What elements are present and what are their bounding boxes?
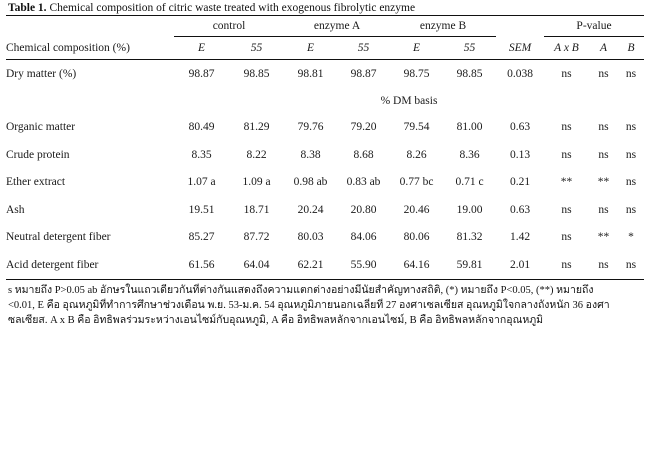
cell: 19.00 (456, 203, 483, 216)
subheader-enzymeb-55: 55 (463, 42, 476, 54)
cell: 1.42 (509, 231, 531, 244)
row-label-crude-protein: Crude protein (6, 148, 70, 161)
group-header-sem-blank (496, 16, 544, 37)
cell: 98.87 (188, 67, 215, 80)
dm-basis-row (6, 88, 644, 114)
table-row (6, 60, 644, 88)
subheader-a: A (599, 42, 608, 54)
cell: 20.24 (297, 203, 324, 216)
subheader-control-e: E (197, 42, 206, 54)
cell: ns (598, 121, 609, 134)
cell: 79.76 (297, 121, 324, 134)
cell: ns (625, 203, 637, 216)
cell: 80.49 (188, 121, 215, 134)
table-head (6, 16, 644, 60)
cell: 8.26 (406, 148, 427, 161)
cell: 64.16 (403, 258, 430, 271)
subheader-enzymea-55: 55 (357, 42, 370, 54)
group-header-pvalue: P-value (544, 16, 644, 37)
cell: 84.06 (350, 231, 377, 244)
cell: ns (625, 67, 637, 80)
cell: 0.98 ab (293, 176, 328, 189)
cell: 0.038 (507, 67, 533, 80)
cell: ns (625, 148, 637, 161)
dm-basis-label: % DM basis (380, 94, 438, 107)
cell: 1.07 a (187, 176, 216, 189)
cell: 8.68 (353, 148, 374, 161)
cell: ns (561, 67, 572, 80)
cell: ns (561, 203, 572, 216)
cell: 81.32 (456, 231, 483, 244)
subheader-sem: SEM (508, 41, 532, 54)
table-body (6, 60, 644, 280)
cell: ** (597, 176, 610, 189)
cell: 79.54 (403, 121, 430, 134)
cell: ns (598, 148, 609, 161)
cell: * (628, 231, 634, 244)
subheader-axb: A x B (554, 42, 579, 54)
table-caption-label: Table 1. (8, 2, 47, 14)
table-row (6, 114, 644, 142)
group-header-control: control (174, 16, 284, 37)
cell: ** (597, 231, 610, 244)
row-label-acid-detergent-fiber: Acid detergent fiber (6, 258, 99, 271)
cell: 98.85 (456, 67, 483, 80)
cell: 18.71 (243, 203, 270, 216)
subheader-enzymea-e: E (306, 42, 315, 54)
cell: 0.63 (509, 121, 531, 134)
footnote-line-2: <0.01, E คือ อุณหภูมิที่ทำการศึกษาช่วงเดือน พ.ย. 53-ม.ค. 54 อุณหภูมิภายนอกเฉลี่ยที่ 27 องศาเซลเซียส อุณหภูมิใจกลางถังหนัก 36 องศา (8, 299, 610, 311)
cell: 85.27 (188, 231, 215, 244)
group-header-enzyme-a: enzyme A (284, 16, 390, 37)
cell: 0.77 bc (399, 176, 434, 189)
row-header-label: Chemical composition (%) (6, 41, 130, 54)
cell: 98.81 (297, 67, 324, 80)
cell: 64.04 (243, 258, 270, 271)
table-caption (6, 0, 644, 15)
cell: 8.35 (191, 148, 212, 161)
cell: ns (598, 203, 609, 216)
cell: ns (561, 231, 572, 244)
cell: 20.80 (350, 203, 377, 216)
cell: ** (560, 176, 573, 189)
cell: 8.22 (246, 148, 267, 161)
cell: 59.81 (456, 258, 483, 271)
cell: 87.72 (243, 231, 270, 244)
cell: ns (561, 148, 572, 161)
cell: 80.03 (297, 231, 324, 244)
cell: 80.06 (403, 231, 430, 244)
footnote-line-1: s หมายถึง P>0.05 ab อักษรในแถวเดียวกันที่ต่างกันแสดงถึงความแตกต่างอย่างมีนัยสำคัญทางสถิติ, (*) หมายถึง P<0.05, (**) หมายถึง (8, 284, 594, 296)
cell: 79.20 (350, 121, 377, 134)
table-row (6, 251, 644, 279)
cell: ns (561, 258, 572, 271)
chemical-composition-table (6, 15, 644, 280)
subheader-b: B (627, 42, 635, 54)
cell: 81.29 (243, 121, 270, 134)
cell: 98.75 (403, 67, 430, 80)
cell: 0.63 (509, 203, 531, 216)
row-label-dry-matter: Dry matter (%) (6, 67, 77, 80)
cell: 98.85 (243, 67, 270, 80)
cell: ns (561, 121, 572, 134)
cell: 0.21 (509, 176, 531, 189)
cell: 0.83 ab (346, 176, 381, 189)
table-row (6, 224, 644, 252)
table-row (6, 196, 644, 224)
table-footnotes (6, 280, 644, 328)
subheader-control-55: 55 (250, 42, 263, 54)
cell: 0.71 c (455, 176, 484, 189)
row-label-ash: Ash (6, 203, 25, 216)
cell: 62.21 (297, 258, 324, 271)
cell: ns (598, 258, 609, 271)
cell: ns (625, 121, 637, 134)
cell: 0.13 (509, 148, 531, 161)
row-label-ether-extract: Ether extract (6, 176, 66, 189)
cell: 8.36 (459, 148, 480, 161)
cell: 19.51 (188, 203, 215, 216)
cell: 55.90 (350, 258, 377, 271)
table-row (6, 169, 644, 197)
footnote-line-3: ซลเซียส. A x B คือ อิทธิพลร่วมระหว่างเอนไซม์กับอุณหภูมิ, A คือ อิทธิพลหลักจากเอนไซม์, B คือ อิทธิพลหลักจากอุณหภูมิ (8, 314, 544, 326)
cell: ns (625, 258, 637, 271)
group-header-enzyme-b: enzyme B (390, 16, 496, 37)
cell: 20.46 (403, 203, 430, 216)
cell: 98.87 (350, 67, 377, 80)
cell: 61.56 (188, 258, 215, 271)
row-label-organic-matter: Organic matter (6, 121, 76, 134)
cell: ns (625, 176, 637, 189)
row-label-neutral-detergent-fiber: Neutral detergent fiber (6, 231, 111, 244)
group-header-row (6, 16, 644, 37)
cell: 1.09 a (242, 176, 271, 189)
subheader-row (6, 37, 644, 60)
cell: ns (598, 67, 609, 80)
cell: 8.38 (300, 148, 321, 161)
cell: 81.00 (456, 121, 483, 134)
group-header-blank (6, 16, 174, 37)
cell: 2.01 (509, 258, 531, 271)
subheader-enzymeb-e: E (412, 42, 421, 54)
dm-basis-blank (6, 88, 174, 114)
table-caption-text: Chemical composition of citric waste treated with exogenous fibrolytic enzyme (49, 2, 416, 14)
table-row (6, 141, 644, 169)
